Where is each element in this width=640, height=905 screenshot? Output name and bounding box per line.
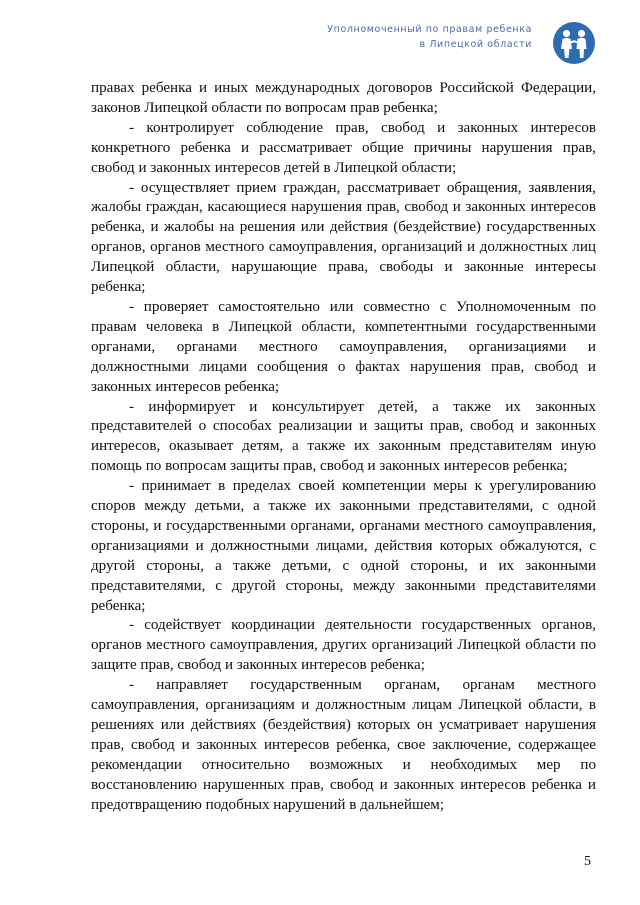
paragraph: - контролирует соблюдение прав, свобод и законных интересов конкретного ребенка и рассматривает общие причины нарушения прав, свобод и законных интересов детей в Липецкой области; <box>91 119 596 176</box>
paragraph: - содействует координации деятельности государственных органов, органов местного самоуправления, других организаций Липецкой области по защите прав, свобод и законных интересов ребенка; <box>91 617 596 674</box>
paragraph: - информирует и консультирует детей, а также их законных представителей о способах реализации и защиты прав, свобод и законных интересов, оказывает детям, а также их законным представителям иную помощь по вопросам защиты прав, свобод и законных интересов ребенка; <box>91 398 596 475</box>
children-logo-icon <box>552 21 596 65</box>
header-title-line2: в Липецкой области <box>419 39 532 50</box>
paragraph: - направляет государственным органам, органам местного самоуправления, организациям и должностным лицам Липецкой области, в решениях или действиях (бездействия) которых он усматривает нарушения прав, свобод и законных интересов ребенка, свое заключение, содержащее рекомендации относительно возможных и необходимых мер по восстановлению нарушенных прав, свобод и законных интересов ребенка и предотвращению подобных нарушений в дальнейшем; <box>91 677 596 813</box>
page-number: 5 <box>584 854 591 869</box>
page-header <box>327 22 532 52</box>
paragraph: - осуществляет прием граждан, рассматривает обращения, заявления, жалобы граждан, касающиеся нарушения прав, свобод и законных интересов ребенка, и жалобы на решения или действия (бездействие) государственных органов, органов местного самоуправления, организаций и должностных лиц Липецкой области, нарушающие права, свободы и законные интересы ребенка; <box>91 179 596 296</box>
paragraph: - проверяет самостоятельно или совместно с Уполномоченным по правам человека в Липецкой области, компетентными государственными органами, органами местного самоуправления, организациями и должностными лицами сообщения о фактах нарушения прав, свобод и законных интересов ребенка; <box>91 298 596 395</box>
document-body <box>91 79 596 816</box>
header-title-line1: Уполномоченный по правам ребенка <box>327 24 532 35</box>
paragraph: правах ребенка и иных международных договоров Российской Федерации, законов Липецкой области по вопросам прав ребенка; <box>91 80 596 116</box>
paragraph: - принимает в пределах своей компетенции меры к урегулированию споров между детьми, а также их законными представителями, с одной стороны, и государственными органами, органами местного самоуправления, организациями и должностными лицами, действия которых обжалуются, с другой стороны, а также детьми, с одной стороны, и их законными представителями, с другой стороны, между законными представителями ребенка; <box>91 478 596 614</box>
